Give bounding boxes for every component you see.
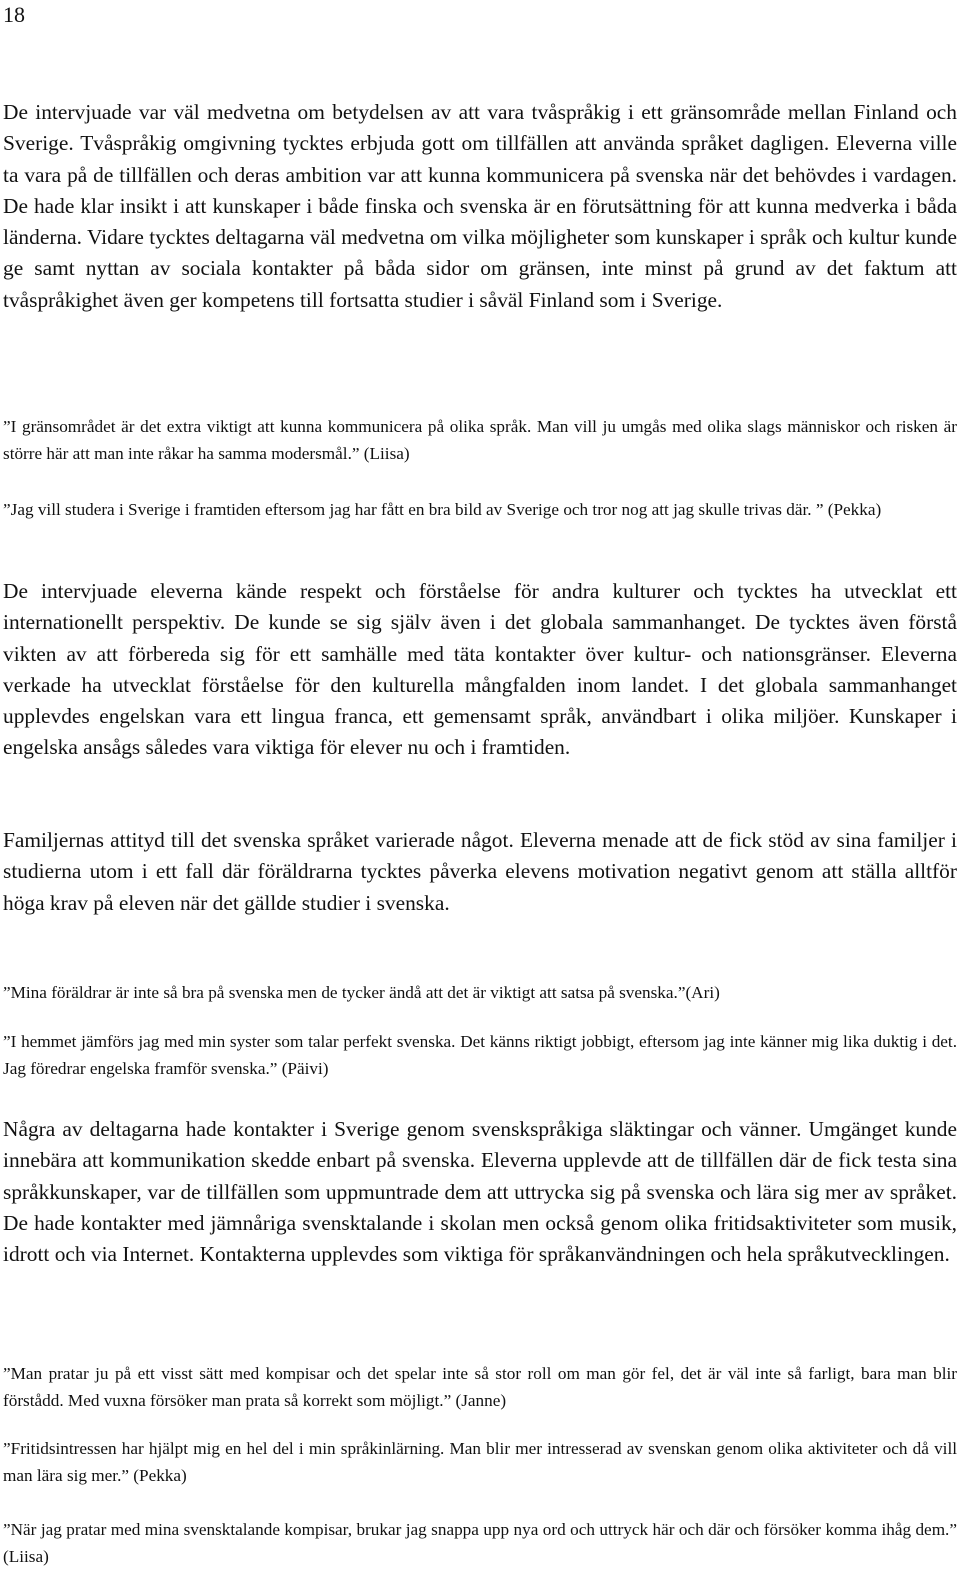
quote-pekka-1: ”Jag vill studera i Sverige i framtiden eftersom jag har fått en bra bild av Sverige och tror nog att jag skulle trivas där. ” (Pekka)	[3, 500, 882, 519]
quote-liisa-2: ”När jag pratar med mina svensktalande kompisar, brukar jag snappa upp nya ord och uttryck här och där och försöker komma ihåg dem.” (Liisa)	[3, 1520, 957, 1566]
paragraph-intercultural: De intervjuade eleverna kände respekt och förståelse för andra kulturer och tycktes ha utvecklat ett internationellt perspektiv. De kunde se sig själv även i det globala sammanhanget. De tycktes även förstå vikten av att förbereda sig för ett samhälle med täta kontakter över kultur- och nationsgränser. Eleverna verkade ha utvecklat förståelse för den kulturella mångfalden inom landet. I det globala sammanhanget upplevdes engelskan vara ett lingua franca, ett gemensamt språk, användbart i olika miljöer. Kunskaper i engelska ansågs således vara viktiga för elever nu och i framtiden.	[3, 579, 957, 760]
quote-pekka-2: ”Fritidsintressen har hjälpt mig en hel del i min språkinlärning. Man blir mer intresserad av svenskan genom olika aktiviteter och då vill man lära sig mer.” (Pekka)	[3, 1439, 957, 1485]
quote-liisa-1: ”I gränsområdet är det extra viktigt att kunna kommunicera på olika språk. Man vill ju umgås med olika slags människor och risken är större här att man inte råkar ha samma modersmål.” (Liisa)	[3, 417, 957, 463]
quote-paivi: ”I hemmet jämförs jag med min syster som talar perfekt svenska. Det känns riktigt jobbigt, eftersom jag inte känner mig lika duktig i det. Jag föredrar engelska framför svenska.” (Päivi)	[3, 1032, 957, 1078]
paragraph-bilingual-awareness: De intervjuade var väl medvetna om betydelsen av att vara tvåspråkig i ett gränsområde mellan Finland och Sverige. Tvåspråkig omgivning tycktes erbjuda gott om tillfällen att använda språket dagligen. Eleverna ville ta vara på de tillfällen och deras ambition var att kunna kommunicera på svenska när det behövdes i vardagen. De hade klar insikt i att kunskaper i både finska och svenska är en förutsättning för att kunna medverka i båda länderna. Vidare tycktes deltagarna väl medvetna om vilka möjligheter som kunskaper i språk och kultur kunde ge samt nyttan av sociala kontakter på båda sidor om gränsen, inte minst på grund av det faktum att tvåspråkighet även ger kompetens till fortsatta studier i såväl Finland som i Sverige.	[3, 100, 957, 312]
quote-janne: ”Man pratar ju på ett visst sätt med kompisar och det spelar inte så stor roll om man gör fel, det är väl inte så farligt, bara man blir förstådd. Med vuxna försöker man prata så korrekt som möjligt.” (Janne)	[3, 1364, 957, 1410]
paragraph-family-attitude: Familjernas attityd till det svenska språket varierade något. Eleverna menade att de fick stöd av sina familjer i studierna utom i ett fall där föräldrarna tycktes påverka elevens motivation negativt genom att ställa alltför höga krav på eleven när det gällde studier i svenska.	[3, 828, 957, 915]
quote-ari: ”Mina föräldrar är inte så bra på svenska men de tycker ändå att det är viktigt att satsa på svenska.”(Ari)	[3, 983, 720, 1002]
paragraph-swedish-contacts: Några av deltagarna hade kontakter i Sverige genom svenskspråkiga släktingar och vänner. Umgänget kunde innebära att kommunikation skedde enbart på svenska. Eleverna upplevde att de tillfällen där de fick testa sina språkkunskaper, var de tillfällen som uppmuntrade dem att uttrycka sig på svenska och lära sig mer av språket. De hade kontakter med jämnåriga svensktalande i skolan men också genom olika fritidsaktiviteter som musik, idrott och via Internet. Kontakterna upplevdes som viktiga för språkanvändningen och hela språkutvecklingen.	[3, 1117, 957, 1267]
page-number: 18	[3, 2, 25, 27]
